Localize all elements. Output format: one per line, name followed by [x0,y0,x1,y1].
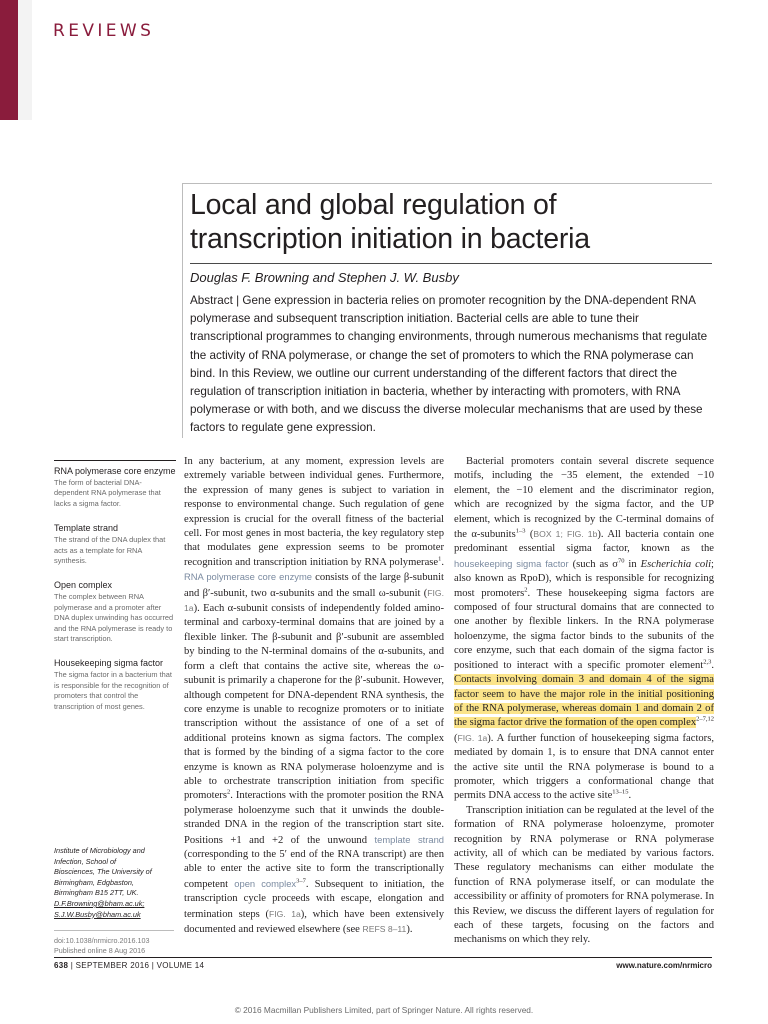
glossary-definition: The sigma factor in a bacterium that is responsible for the recognition of promoters that control the transcription of most genes. [54,670,172,711]
section-bar-shadow [18,0,32,120]
body-paragraph: In any bacterium, at any moment, expression levels are extremely variable between individual genes. Furthermore, the expression of many genes is subject to variation in response to environmental change. Such regulation of gene expression is crucial for the overall fitness of the bacterial cell. For most genes in most bacteria, the key regulatory step that modulates gene expression seems to be promoter recognition and transcription initiation by RNA polymerase$^1$. RNA polymerase core enzyme consists of the large β-subunit and β′-subunit, two α-subunits and the small ω-subunit (FIG. 1a). Each α-subunit consists of independently folded amino-terminal and carboxy-terminal domains that are joined by a flexible linker. The β-subunit and β′-subunit are assembled by binding to the N-terminal domains of the α-subunits, and form a cleft that contains the active site, whereas the ω-subunit is primarily a chaperone for the β′-subunit. However, although competent for DNA-dependent RNA synthesis, the core enzyme is unable to recognize promoters or to initiate transcription without the assistance of one of a set of additional proteins known as sigma factors. The complex that is formed by the binding of a sigma factor to the core enzyme is known as RNA polymerase holoenzyme and is able to orchestrate transcription initiation from specific promoters$^2$. Interactions with the promoter position the RNA polymerase holoenzyme such that it unwinds the double-stranded DNA in the region of the transcription start site. Positions +1 and +2 of the unwound template strand (corresponding to the 5′ end of the RNA transcript) are then able to enter the active site to form the transcriptionally competent open complex$^{3-7}$. Subsequent to initiation, the transcription cycle proceeds with escape, elongation and termination steps (FIG. 1a), which have been extensively documented and reviewed elsewhere (see REFS 8–11). [184,456,445,935]
affiliation-line: Infection, School of [54,856,117,866]
glossary-entry [54,579,176,644]
refs-link[interactable]: REFS 8–11 [362,924,407,934]
section-label: REVIEWS [53,21,155,41]
body-paragraph: Transcription initiation can be regulated at the level of the formation of RNA polymerase holoenzyme, promoter recognition by RNA polymerase or RNA polymerase activity, all of which can be mediated by various factors. These regulatory mechanisms can either modulate the function of RNA polymerase itself, or can modulate the accessibility or affinity of promoters for RNA polymerase. In this Review, we discuss the different layers of regulation for each of these targets, focusing on the factors and mechanisms on which they rely. [454,804,714,946]
issue-info: | SEPTEMBER 2016 | VOLUME 14 [68,961,205,970]
article-authors: Douglas F. Browning and Stephen J. W. Busby [190,270,459,285]
body-column-left [184,455,444,937]
figure-link[interactable]: FIG. 1a [184,587,444,614]
affiliation-line: Birmingham B15 2TT, UK. [54,888,139,898]
glossary-entry [54,522,176,566]
ref-citation[interactable]: 2 [226,788,231,796]
glossary-link[interactable]: open complex [234,877,297,889]
glossary-definition: The strand of the DNA duplex that acts as a template for RNA synthesis. [54,535,166,566]
published-date: Published online 8 Aug 2016 [54,946,146,955]
title-divider [190,263,712,264]
ref-citation[interactable]: 2 [524,586,528,594]
glossary-divider [54,460,176,461]
copyright-notice: © 2016 Macmillan Publishers Limited, part of Springer Nature. All rights reserved. [234,1005,534,1015]
glossary-link[interactable]: template strand [374,833,445,845]
glossary-definition: The form of bacterial DNA-dependent RNA polymerase that lacks a sigma factor. [54,478,161,508]
glossary-link[interactable]: housekeeping sigma factor [454,557,569,569]
affiliation-line: Biosciences, The University of [54,867,152,877]
doi-divider [54,930,174,931]
article-title: Local and global regulation of transcription initiation in bacteria [190,189,590,255]
email-link[interactable]: D.F.Browning@bham.ac.uk; [54,898,145,908]
doi-link[interactable]: doi:10.1038/nrmicro.2016.103 [54,936,150,945]
highlighted-text[interactable]: Contacts involving domain 3 and domain 4 of the sigma factor seem to have the major role in the initial positioning of the RNA polymerase, whereas domain 1 and domain 2 of the sigma factor drive the formation of the open complex [454,674,714,729]
glossary-entry [54,460,176,509]
ref-citation[interactable]: 2–7,12 [696,715,714,723]
page-number: 638 [54,961,69,970]
affiliation-line: Institute of Microbiology and [54,846,145,855]
figure-link[interactable]: BOX 1; FIG. 1b [533,529,598,540]
glossary-term: Open complex [54,580,113,591]
footer-divider [54,957,712,958]
article-abstract: Abstract | Gene expression in bacteria relies on promoter recognition by the DNA-dependent RNA polymerase and subsequent transcription initiation. Bacterial cells are able to tune their transcriptional programmes to changing environments, through numerous mechanisms that regulate the activity of RNA polymerase, or change the set of promoters to which the RNA polymerase can bind. In this Review, we outline our current understanding of the different factors that direct the regulation of transcription initiation in bacteria, whether by interacting with promoters, with RNA polymerase or with both, and we discuss the diverse molecular mechanisms that are used by these factors to regulate gene expression. [190,294,708,435]
glossary-definition: The complex between RNA polymerase and a promoter after DNA duplex unwinding has occurred and the RNA polymerase is ready to start transcription. [54,592,174,644]
title-frame-left [182,183,183,438]
ref-citation[interactable]: 2,3 [703,658,712,666]
ref-citation[interactable]: 1 [438,555,442,563]
email-link[interactable]: S.J.W.Busby@bham.ac.uk [54,909,141,919]
body-column-right [454,455,714,948]
glossary-term: Housekeeping sigma factor [54,658,164,669]
glossary-sidebar [54,460,176,725]
glossary-term: RNA polymerase core enzyme [54,466,176,476]
ref-citation[interactable]: 1–3 [515,527,526,535]
glossary-term: Template strand [54,523,119,534]
title-frame-top [182,183,712,184]
ref-citation[interactable]: 13–15 [612,788,629,796]
doi-block [54,936,179,956]
glossary-entry [54,657,176,712]
section-color-bar [0,0,18,120]
figure-link[interactable]: FIG. 1a [457,732,488,743]
figure-link[interactable]: FIG. 1a [269,908,301,919]
author-affiliation [54,846,179,920]
affiliation-line: Birmingham, Edgbaston, [54,877,134,887]
footer-issue-info [54,961,204,970]
body-paragraph: Bacterial promoters contain several discrete sequence motifs, including the −35 element, the extended −10 element, the −10 element and the discriminator region, which are recognized by the sigma factor, and the UP element, which is recognized by the C-terminal domains of the α-subunits$^{1-3}$ (BOX 1; FIG. 1b). All bacteria contain one predominant essential sigma factor, known as the housekeeping sigma factor (such as $\sigma^{70}$ in Escherichia coli; also known as RpoD), which is responsible for recognizing most promoters$^2$. These housekeeping sigma factors are composed of four structural domains that are connected to one another by flexible linkers. In the RNA polymerase holoenzyme, the sigma factor binds to the subunits of the core enzyme, such that each domain of the sigma factor is positioned to interact with a specific promoter element$^{2,3}$. Contacts involving domain 3 and domain 4 of the sigma factor seem to have the major role in the initial positioning of the RNA polymerase, whereas domain 1 and domain 2 of the sigma factor drive the formation of the open complex$^{2-7,12}$ (FIG. 1a). A further function of housekeeping sigma factors, mediated by domain 1, is to ensure that DNA cannot enter the active site until the RNA polymerase is bound to a promoter, which triggers a conformational change that permits DNA access to the active site$^{13-15}$. [454,456,715,802]
ref-citation[interactable]: 3–7 [296,877,306,885]
journal-url[interactable]: www.nature.com/nrmicro [616,961,712,970]
glossary-link[interactable]: RNA polymerase core enzyme [184,571,313,583]
